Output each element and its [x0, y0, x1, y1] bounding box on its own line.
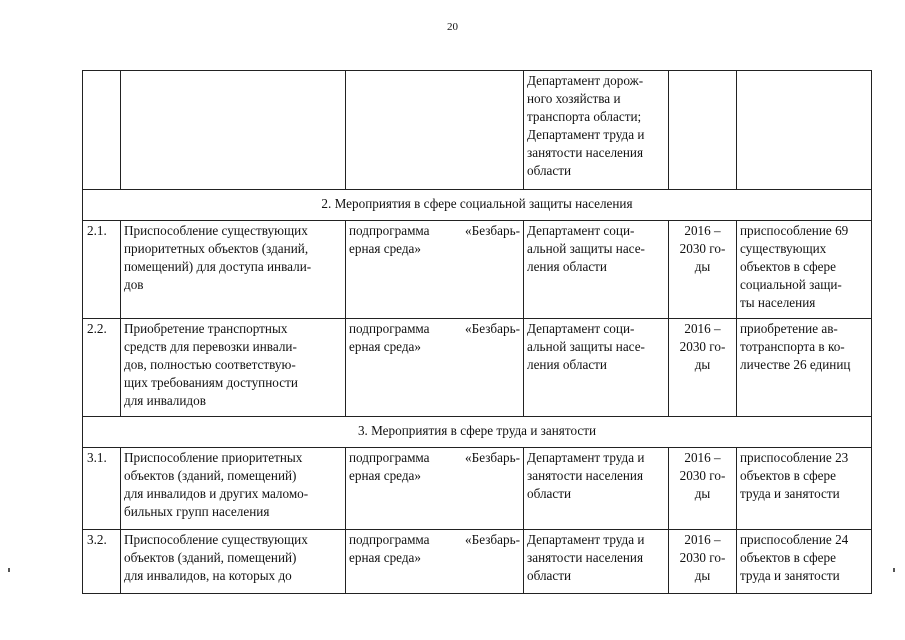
cell-program: [346, 221, 524, 319]
term-text: 2016 – 2030 го- ды: [679, 223, 726, 274]
cell-name: [121, 530, 346, 594]
section-row: [83, 190, 872, 221]
program-rest: ерная среда»: [349, 468, 422, 483]
section-row: [83, 417, 872, 448]
department-text: Департамент соци- альной защиты насе- ления области: [527, 223, 645, 274]
result-text: приобретение ав- тотранспорта в ко- личестве 26 единиц: [740, 321, 851, 372]
result-text: приспособление 24 объектов в сфере труда и занятости: [740, 532, 849, 583]
cell-result: [737, 71, 872, 190]
term-text: 2016 – 2030 го- ды: [679, 321, 726, 372]
cell-term: [669, 530, 737, 594]
department-text: Департамент соци- альной защиты насе- ления области: [527, 321, 645, 372]
term-text: 2016 – 2030 го- ды: [679, 532, 726, 583]
cell-program: [346, 530, 524, 594]
table-row: [83, 221, 872, 319]
program-quote: «Безбарь-: [465, 532, 520, 547]
row-number: 2.1.: [83, 221, 121, 319]
cell-department: [524, 448, 669, 530]
cell-program: [346, 319, 524, 417]
cell-department: [524, 71, 669, 190]
row-number: 3.1.: [83, 448, 121, 530]
table-row-continuation: [83, 71, 872, 190]
cell-result: [737, 448, 872, 530]
cell-department: [524, 319, 669, 417]
cell-num: [83, 71, 121, 190]
table-row: [83, 448, 872, 530]
cell-program: [346, 71, 524, 190]
program-rest: ерная среда»: [349, 339, 422, 354]
cell-name: [121, 221, 346, 319]
program-word: подпрограмма: [349, 321, 430, 336]
measure-name: Приобретение транспортных средств для перевозки инвали- дов, полностью соответствую- щих требованиям доступности для инвалидов: [124, 321, 298, 408]
program-word: подпрограмма: [349, 223, 430, 238]
cell-name: [121, 71, 346, 190]
page-number: 20: [447, 21, 458, 33]
program-word: подпрограмма: [349, 450, 430, 465]
measure-name: Приспособление существующих приоритетных объектов (зданий, помещений) для доступа инвали- дов: [124, 223, 312, 292]
program-quote: «Безбарь-: [465, 223, 520, 238]
row-number: 3.2.: [83, 530, 121, 594]
left-margin-mark: [8, 568, 10, 572]
program-word: подпрограмма: [349, 532, 430, 547]
section-title: 3. Мероприятия в сфере труда и занятости: [83, 417, 872, 448]
cell-result: [737, 319, 872, 417]
result-text: приспособление 69 существующих объектов в сфере социальной защи- ты населения: [740, 223, 849, 310]
measure-name: Приспособление существующих объектов (зданий, помещений) для инвалидов, на которых до: [124, 532, 308, 583]
program-quote: «Безбарь-: [465, 450, 520, 465]
cell-department: [524, 221, 669, 319]
cell-term: [669, 71, 737, 190]
program-rest: ерная среда»: [349, 241, 422, 256]
cell-result: [737, 221, 872, 319]
table-row: [83, 319, 872, 417]
cell-term: [669, 319, 737, 417]
department-text: Департамент труда и занятости населения области: [527, 532, 645, 583]
program-quote: «Безбарь-: [465, 321, 520, 336]
right-margin-mark: [893, 568, 895, 572]
term-text: 2016 – 2030 го- ды: [679, 450, 726, 501]
cell-name: [121, 448, 346, 530]
section-title: 2. Мероприятия в сфере социальной защиты населения: [83, 190, 872, 221]
cell-department: [524, 530, 669, 594]
department-text: Департамент дорож- ного хозяйства и транспорта области; Департамент труда и занятости населения области: [527, 73, 645, 178]
cell-term: [669, 221, 737, 319]
cell-term: [669, 448, 737, 530]
measure-name: Приспособление приоритетных объектов (зданий, помещений) для инвалидов и других маломо- бильных групп населения: [124, 450, 309, 519]
measures-table: [82, 70, 872, 594]
result-text: приспособление 23 объектов в сфере труда и занятости: [740, 450, 849, 501]
department-text: Департамент труда и занятости населения области: [527, 450, 645, 501]
table-row: [83, 530, 872, 594]
cell-result: [737, 530, 872, 594]
row-number: 2.2.: [83, 319, 121, 417]
program-rest: ерная среда»: [349, 550, 422, 565]
cell-name: [121, 319, 346, 417]
cell-program: [346, 448, 524, 530]
